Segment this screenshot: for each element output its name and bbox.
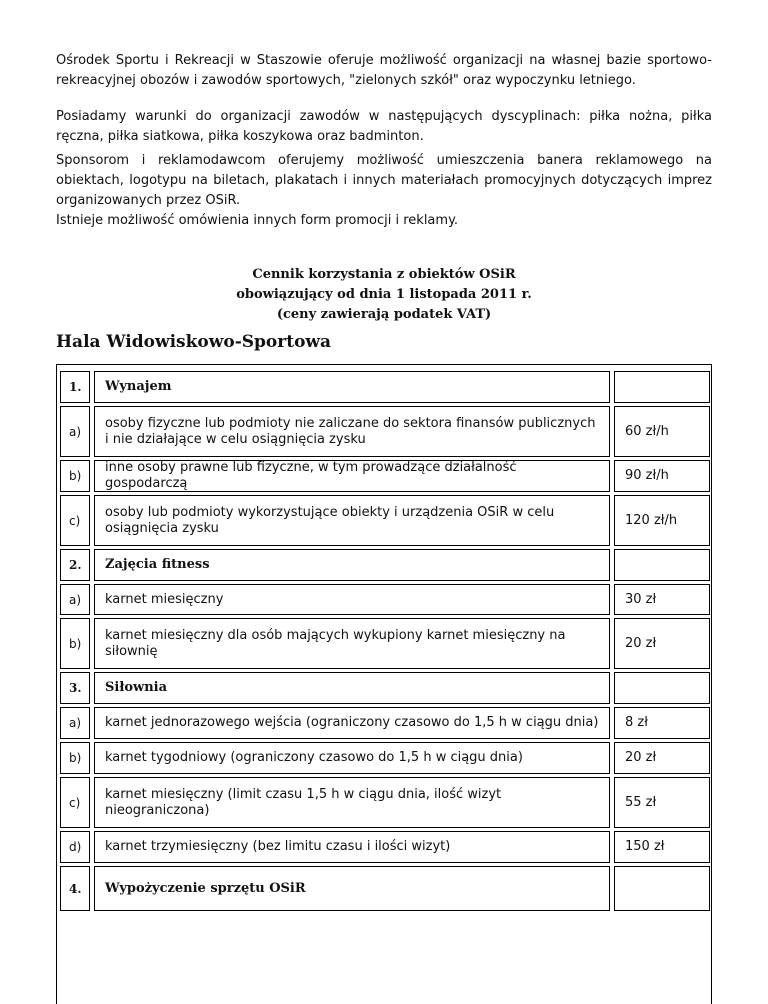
row-number: 4. [60,866,90,911]
row-price: 30 zł [614,584,710,615]
table-section-row [57,549,711,581]
row-description: karnet jednorazowego wejścia (ograniczony czasowo do 1,5 h w ciągu dnia) [94,707,610,739]
price-list-title: Cennik korzystania z obiektów OSiR [252,267,516,282]
row-price: 8 zł [614,707,710,739]
table-row [57,707,711,739]
row-price [614,672,710,704]
row-price: 20 zł [614,742,710,774]
table-section-row [57,371,711,403]
row-description: karnet tygodniowy (ograniczony czasowo do 1,5 h w ciągu dnia) [94,742,610,774]
table-row [57,495,711,546]
row-number: b) [60,742,90,774]
row-description: karnet miesięczny (limit czasu 1,5 h w ciągu dnia, ilość wizyt nieograniczona) [94,777,610,828]
row-number: c) [60,777,90,828]
table-row [57,777,711,828]
row-number: c) [60,495,90,546]
row-description: inne osoby prawne lub fizyczne, w tym prowadzące działalność gospodarczą [94,460,610,492]
table-row [57,742,711,774]
row-description: Siłownia [94,672,610,704]
row-number: a) [60,707,90,739]
row-description: Wynajem [94,371,610,403]
row-price: 120 zł/h [614,495,710,546]
price-list-valid-from: obowiązujący od dnia 1 listopada 2011 r. [236,287,532,302]
row-number: b) [60,460,90,492]
row-description: karnet miesięczny [94,584,610,615]
row-price: 55 zł [614,777,710,828]
row-number: 1. [60,371,90,403]
row-number: 3. [60,672,90,704]
table-row [57,831,711,863]
table-row [57,460,711,492]
row-description: osoby lub podmioty wykorzystujące obiekty i urządzenia OSiR w celu osiągnięcia zysku [94,495,610,546]
row-price [614,866,710,911]
price-list-vat-note: (ceny zawierają podatek VAT) [276,307,492,322]
row-price [614,371,710,403]
intro-paragraph-4: Istnieje możliwość omówienia innych form promocji i reklamy. [56,213,459,228]
intro-paragraph-1: Ośrodek Sportu i Rekreacji w Staszowie oferuje możliwość organizacji na własnej bazie sportowo-rekreacyjnej obozów i zawodów sportowych, "zielonych szkół" oraz wypoczynku letniego. [56,53,712,88]
table-row [57,406,711,457]
row-number: a) [60,406,90,457]
table-row [57,584,711,615]
intro-paragraph-2: Posiadamy warunki do organizacji zawodów w następujących dyscyplinach: piłka nożna, piłka ręczna, piłka siatkowa, piłka koszykowa oraz badminton. [56,109,712,144]
price-list-heading [56,265,712,325]
table-section-row [57,866,711,911]
intro-paragraph-3: Sponsorom i reklamodawcom oferujemy możliwość umieszczenia banera reklamowego na obiektach, logotypu na biletach, plakatach i innych materiałach promocyjnych dotyczących imprez organizowanych przez OSiR. [56,153,712,208]
row-price [614,549,710,581]
row-number: d) [60,831,90,863]
section-title: Hala Widowiskowo-Sportowa [56,332,332,352]
row-description: Zajęcia fitness [94,549,610,581]
row-description: karnet miesięczny dla osób mających wykupiony karnet miesięczny na siłownię [94,618,610,669]
row-description: osoby fizyczne lub podmioty nie zaliczane do sektora finansów publicznych i nie działające w celu osiągnięcia zysku [94,406,610,457]
row-number: 2. [60,549,90,581]
row-price: 90 zł/h [614,460,710,492]
row-description: Wypożyczenie sprzętu OSiR [94,866,610,911]
table-row [57,618,711,669]
row-number: a) [60,584,90,615]
row-price: 150 zł [614,831,710,863]
row-price: 60 zł/h [614,406,710,457]
table-section-row [57,672,711,704]
price-table [56,364,712,1004]
row-price: 20 zł [614,618,710,669]
row-description: karnet trzymiesięczny (bez limitu czasu i ilości wizyt) [94,831,610,863]
row-number: b) [60,618,90,669]
